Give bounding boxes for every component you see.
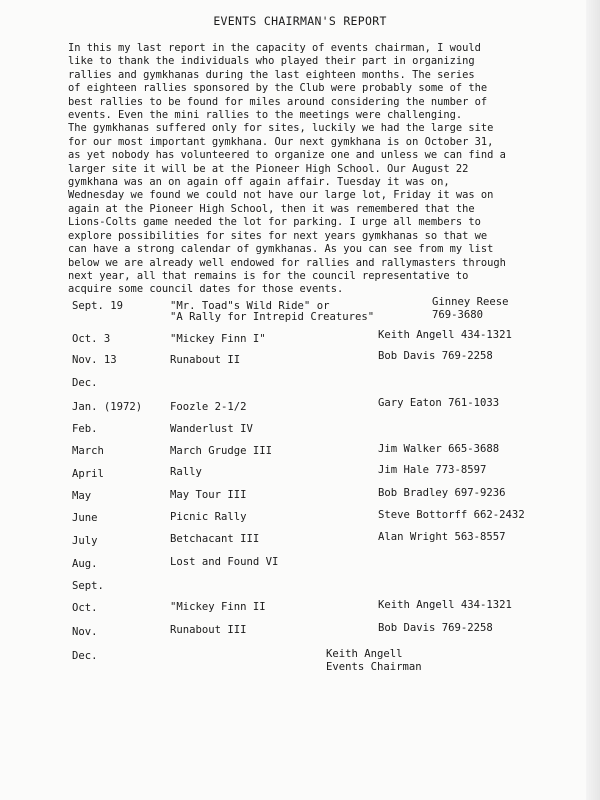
- schedule-contact: Keith Angell 434-1321: [378, 329, 512, 341]
- body-line: best rallies to be found for miles around considering the number of: [68, 95, 488, 108]
- body-line: can have a strong calendar of gymkhanas. As you can see from my list: [68, 243, 494, 256]
- schedule-event: Lost and Found VI: [170, 556, 279, 568]
- body-line: like to thank the individuals who played their part in organizing: [68, 55, 475, 68]
- body-line: for our most important gymkhana. Our next gymkhana is on October 31,: [68, 135, 494, 148]
- schedule-contact: Keith Angell 434-1321: [378, 599, 512, 611]
- schedule-month: April: [72, 468, 104, 480]
- report-body-paragraph: [68, 42, 568, 297]
- signature-name: Keith Angell: [326, 648, 403, 660]
- report-title: EVENTS CHAIRMAN'S REPORT: [213, 14, 387, 28]
- schedule-month: Sept. 19: [72, 300, 124, 312]
- schedule-month: July: [72, 535, 98, 547]
- body-line: of eighteen rallies sponsored by the Club were probably some of the: [68, 82, 488, 95]
- schedule-month: June: [72, 512, 98, 524]
- schedule-event: May Tour III: [170, 489, 247, 501]
- body-line: Lions-Colts game needed the lot for parking. I urge all members to: [68, 216, 481, 229]
- body-line: The gymkhanas suffered only for sites, luckily we had the large site: [68, 122, 494, 135]
- body-line: gymkhana was an on again off again affair. Tuesday it was on,: [68, 176, 450, 189]
- body-line: explore possibilities for sites for next years gymkhanas so that we: [68, 229, 488, 242]
- schedule-event: "Mr. Toad"s Wild Ride" or: [170, 300, 330, 312]
- schedule-month: Sept.: [72, 580, 104, 592]
- schedule-month: Aug.: [72, 558, 98, 570]
- schedule-contact-phone: 769-3680: [432, 309, 484, 321]
- schedule-month: March: [72, 445, 104, 457]
- schedule-month: Oct.: [72, 602, 98, 614]
- schedule-event: Betchacant III: [170, 533, 260, 545]
- schedule-month: Jan. (1972): [72, 401, 143, 413]
- schedule-event: "Mickey Finn II: [170, 601, 266, 613]
- body-line: larger site it will be at the Pioneer High School. Our August 22: [68, 162, 469, 175]
- schedule-contact: Alan Wright 563-8557: [378, 531, 506, 543]
- body-line: rallies and gymkhanas during the last eighteen months. The series: [68, 68, 475, 81]
- signature-role: Events Chairman: [326, 661, 422, 673]
- schedule-contact: Bob Davis 769-2258: [378, 350, 493, 362]
- schedule-event: Rally: [170, 466, 202, 478]
- body-line: as yet nobody has volunteered to organize one and unless we can find a: [68, 149, 506, 162]
- schedule-month: Nov.: [72, 626, 98, 638]
- body-line: acquire some council dates for those events.: [68, 283, 344, 296]
- schedule-month: Dec.: [72, 650, 98, 662]
- schedule-contact: Gary Eaton 761-1033: [378, 397, 500, 409]
- schedule-contact: Bob Bradley 697-9236: [378, 487, 506, 499]
- schedule-month: Feb.: [72, 423, 98, 435]
- schedule-contact: Ginney Reese: [432, 296, 509, 308]
- body-line: below we are already well endowed for rallies and rallymasters through: [68, 256, 506, 269]
- schedule-event: Foozle 2-1/2: [170, 401, 247, 413]
- page-edge-shadow: [586, 0, 600, 800]
- schedule-event: March Grudge III: [170, 445, 273, 457]
- schedule-event: Picnic Rally: [170, 511, 247, 523]
- schedule-month: Dec.: [72, 377, 98, 389]
- schedule-event: "Mickey Finn I": [170, 333, 266, 345]
- schedule-event: Wanderlust IV: [170, 423, 253, 435]
- schedule-month: Oct. 3: [72, 333, 111, 345]
- schedule-contact: Jim Hale 773-8597: [378, 464, 487, 476]
- body-line: next year, all that remains is for the council representative to: [68, 269, 469, 282]
- schedule-contact: Steve Bottorff 662-2432: [378, 509, 525, 521]
- body-line: Wednesday we found we could not have our large lot, Friday it was on: [68, 189, 494, 202]
- body-line: In this my last report in the capacity of events chairman, I would: [68, 42, 481, 54]
- schedule-contact: Bob Davis 769-2258: [378, 622, 493, 634]
- body-line: again at the Pioneer High School, then it was remembered that the: [68, 202, 475, 215]
- schedule-month: Nov. 13: [72, 354, 117, 366]
- schedule-event: Runabout II: [170, 354, 241, 366]
- body-line: events. Even the mini rallies to the meetings were challenging.: [68, 109, 463, 122]
- schedule-event: Runabout III: [170, 624, 247, 636]
- schedule-month: May: [72, 490, 92, 502]
- schedule-event-alt: "A Rally for Intrepid Creatures": [170, 311, 375, 323]
- schedule-contact: Jim Walker 665-3688: [378, 443, 500, 455]
